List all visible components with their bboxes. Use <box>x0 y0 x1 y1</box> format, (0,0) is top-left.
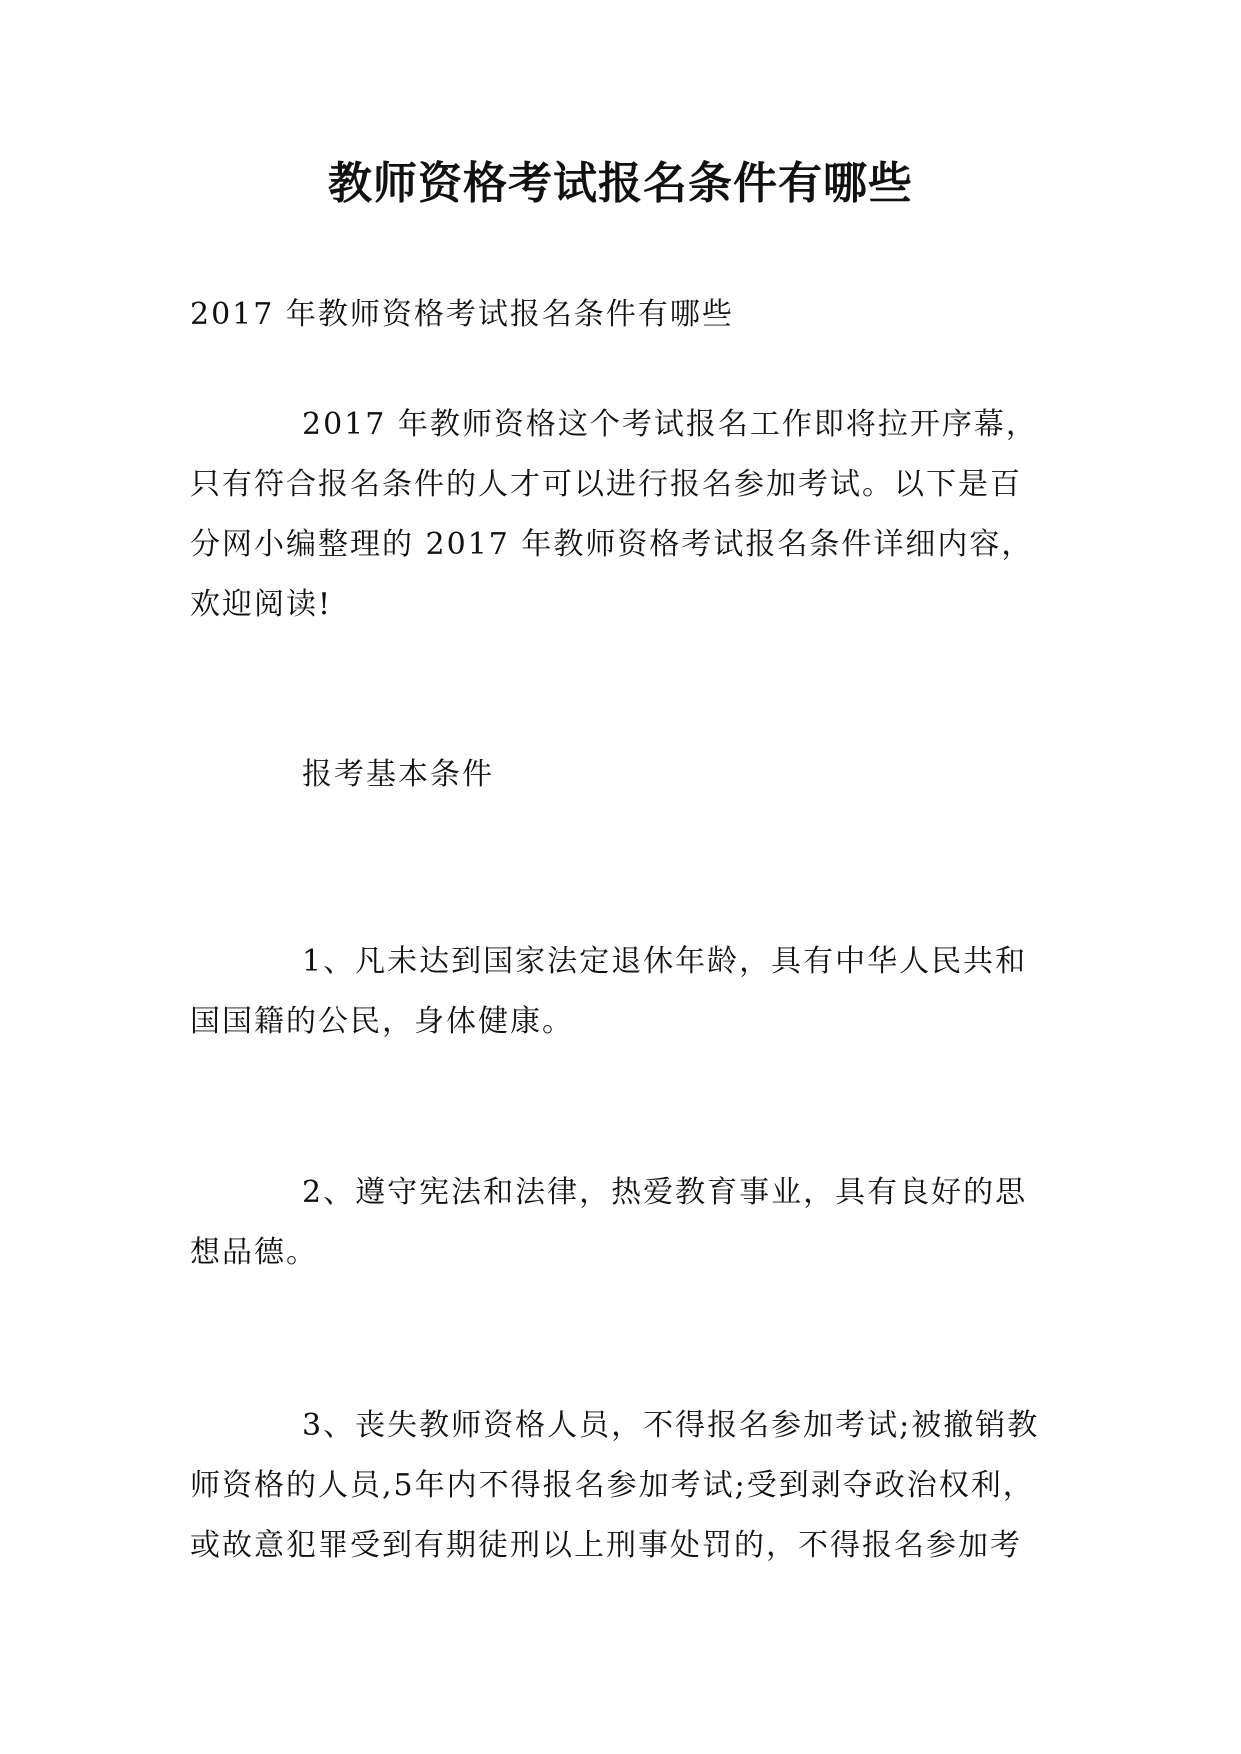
section-heading: 报考基本条件 <box>302 757 494 792</box>
condition-item-3: 3、丧失教师资格人员，不得报名参加考试;被撤销教师资格的人员,5年内不得报名参加考试;受到剥夺政治权利，或故意犯罪受到有期徒刑以上刑事处罚的，不得报名参加考 <box>190 1408 1040 1563</box>
intro-paragraph: 2017 年教师资格这个考试报名工作即将拉开序幕，只有符合报名条件的人才可以进行报名参加考试。以下是百分网小编整理的 2017 年教师资格考试报名条件详细内容，欢迎阅读! <box>190 407 1038 622</box>
condition-item-1: 1、凡未达到国家法定退休年龄，具有中华人民共和国国籍的公民，身体健康。 <box>190 944 1028 1039</box>
document-subtitle: 2017 年教师资格考试报名条件有哪些 <box>190 297 734 332</box>
document-title: 教师资格考试报名条件有哪些 <box>328 158 913 209</box>
condition-item-2: 2、遵守宪法和法律，热爱教育事业，具有良好的思想品德。 <box>190 1175 1028 1270</box>
